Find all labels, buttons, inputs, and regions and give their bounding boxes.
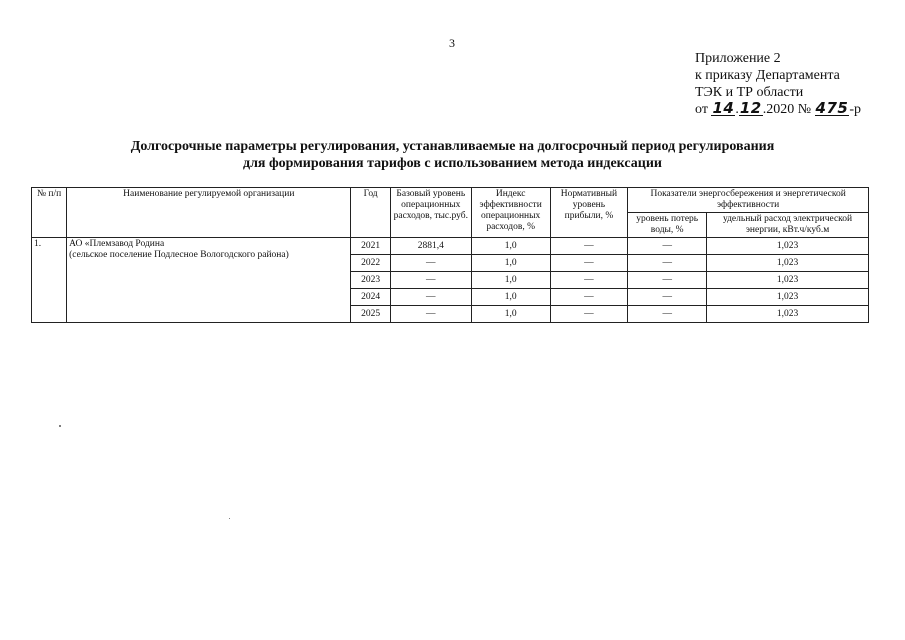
order-month-handwritten: 12 — [739, 99, 762, 117]
cell-base: — — [390, 289, 471, 306]
regulation-parameters-table — [31, 187, 869, 323]
cell-index: 1,0 — [471, 255, 550, 272]
cell-year: 2023 — [351, 272, 390, 289]
table-row — [32, 238, 869, 255]
cell-index: 1,0 — [471, 272, 550, 289]
cell-base: — — [390, 255, 471, 272]
cell-norm: — — [550, 238, 628, 255]
org-name-line1: АО «Племзавод Родина — [69, 239, 165, 249]
cell-loss: — — [628, 238, 707, 255]
appendix-order-line: от 14.12.2020 № 475-р — [695, 99, 862, 117]
cell-specific: 1,023 — [707, 306, 869, 323]
cell-base: 2881,4 — [390, 238, 471, 255]
org-number: 1. — [32, 238, 67, 323]
header-energy-group: Показатели энергосбережения и энергетической эффективности — [628, 188, 869, 213]
cell-loss: — — [628, 255, 707, 272]
cell-norm: — — [550, 306, 628, 323]
org-name-line2: (сельское поселение Подлесное Вологодского района) — [69, 250, 289, 260]
cell-specific: 1,023 — [707, 238, 869, 255]
cell-index: 1,0 — [471, 238, 550, 255]
appendix-suffix: -р — [849, 102, 862, 117]
title-line2: для формирования тарифов с использованием метода индексации — [242, 156, 662, 171]
cell-specific: 1,023 — [707, 272, 869, 289]
cell-year: 2022 — [351, 255, 390, 272]
header-norm: Нормативный уровень прибыли, % — [550, 188, 628, 238]
cell-norm: — — [550, 255, 628, 272]
cell-norm: — — [550, 272, 628, 289]
cell-year: 2025 — [351, 306, 390, 323]
order-number-handwritten: 475 — [815, 99, 849, 117]
cell-base: — — [390, 306, 471, 323]
header-loss: уровень потерь воды, % — [628, 213, 707, 238]
appendix-year-text: .2020 № — [762, 102, 812, 117]
scan-speck — [59, 425, 61, 427]
cell-loss: — — [628, 289, 707, 306]
cell-index: 1,0 — [471, 289, 550, 306]
header-specific: удельный расход электрической энергии, кВт.ч/куб.м — [707, 213, 869, 238]
cell-norm: — — [550, 289, 628, 306]
org-name — [67, 238, 351, 323]
appendix-line1: Приложение 2 — [695, 51, 781, 66]
cell-specific: 1,023 — [707, 255, 869, 272]
title-line1: Долгосрочные параметры регулирования, устанавливаемые на долгосрочный период регулирования — [130, 139, 775, 154]
table-header-row — [32, 188, 869, 213]
cell-year: 2021 — [351, 238, 390, 255]
cell-year: 2024 — [351, 289, 390, 306]
appendix-block — [695, 50, 895, 118]
cell-specific: 1,023 — [707, 289, 869, 306]
cell-loss: — — [628, 272, 707, 289]
header-base: Базовый уровень операционных расходов, тыс.руб. — [390, 188, 471, 238]
cell-base: — — [390, 272, 471, 289]
order-day-handwritten: 14 — [712, 99, 735, 117]
header-num: № п/п — [32, 188, 67, 238]
scan-speck — [229, 518, 230, 519]
cell-index: 1,0 — [471, 306, 550, 323]
header-org: Наименование регулируемой организации — [67, 188, 351, 238]
appendix-line3: ТЭК и ТР области — [695, 85, 804, 100]
appendix-line2: к приказу Департамента — [695, 68, 840, 83]
header-index: Индекс эффективности операционных расходов, % — [471, 188, 550, 238]
document-title — [40, 138, 865, 172]
header-year: Год — [351, 188, 390, 238]
appendix-prefix: от — [695, 102, 708, 117]
page-number: 3 — [449, 36, 455, 50]
cell-loss: — — [628, 306, 707, 323]
